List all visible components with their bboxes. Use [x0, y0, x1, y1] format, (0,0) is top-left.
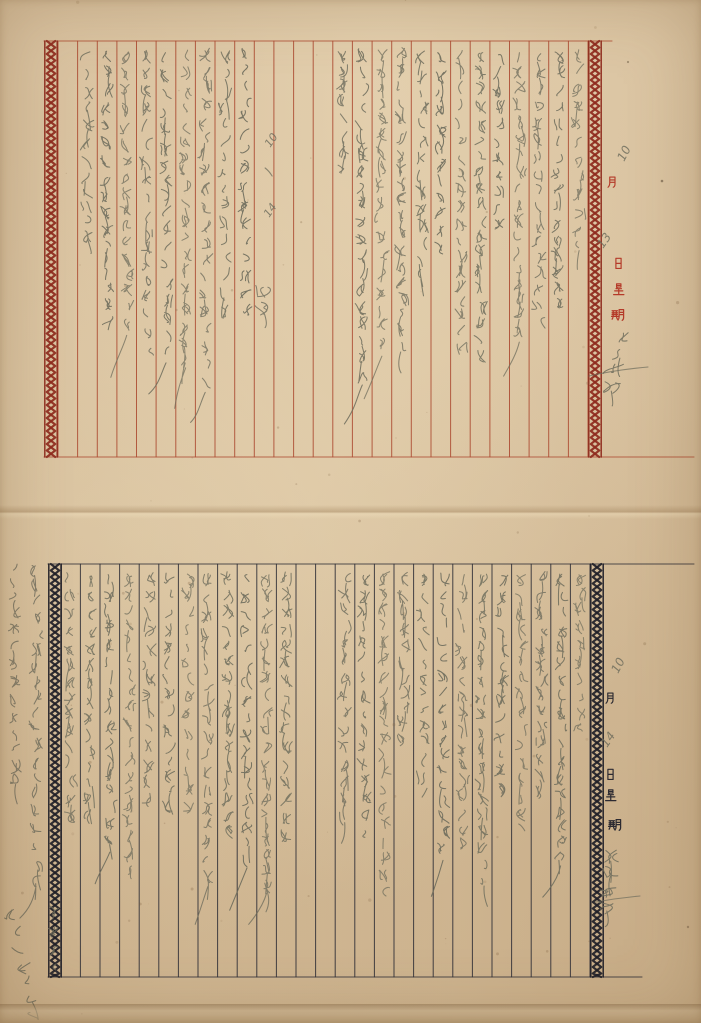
page1-inline-entry-marker	[255, 131, 280, 328]
diary-page-1-printed-month-glyph	[608, 177, 615, 187]
diary-page-2	[48, 564, 694, 977]
diary-page-1-printed-day-glyph	[616, 258, 621, 268]
diary-page-2-handwritten-day-number: 14	[597, 729, 619, 750]
diary-page-2-handwriting	[64, 572, 585, 925]
diary-page-1-zigzag-borders	[45, 41, 601, 457]
diary-page-1-printed-weekday-glyph-2	[612, 310, 624, 321]
diary-page-1-printed-weekday-glyph-1	[614, 284, 624, 295]
diary-page-2-printed-weekday-glyph-2	[609, 820, 621, 831]
diary-page-1	[44, 41, 694, 457]
diary-page-2-zigzag-borders	[49, 564, 603, 977]
diary-page-1-handwritten-day-number: 13	[593, 230, 615, 251]
diary-page-2-printed-weekday-glyph-1	[606, 790, 616, 801]
page2-corner-note	[2, 909, 47, 1023]
diary-page-2-handwritten-month-number: 10	[608, 655, 628, 676]
diary-page-1-handwritten-month-number: 10	[614, 143, 634, 164]
diary-page-2-printed-day-glyph	[608, 769, 613, 779]
inline-entry-day: 14	[260, 200, 280, 220]
inline-entry-month: 10	[261, 130, 281, 150]
diary-page-2-printed-month-glyph	[606, 693, 613, 703]
